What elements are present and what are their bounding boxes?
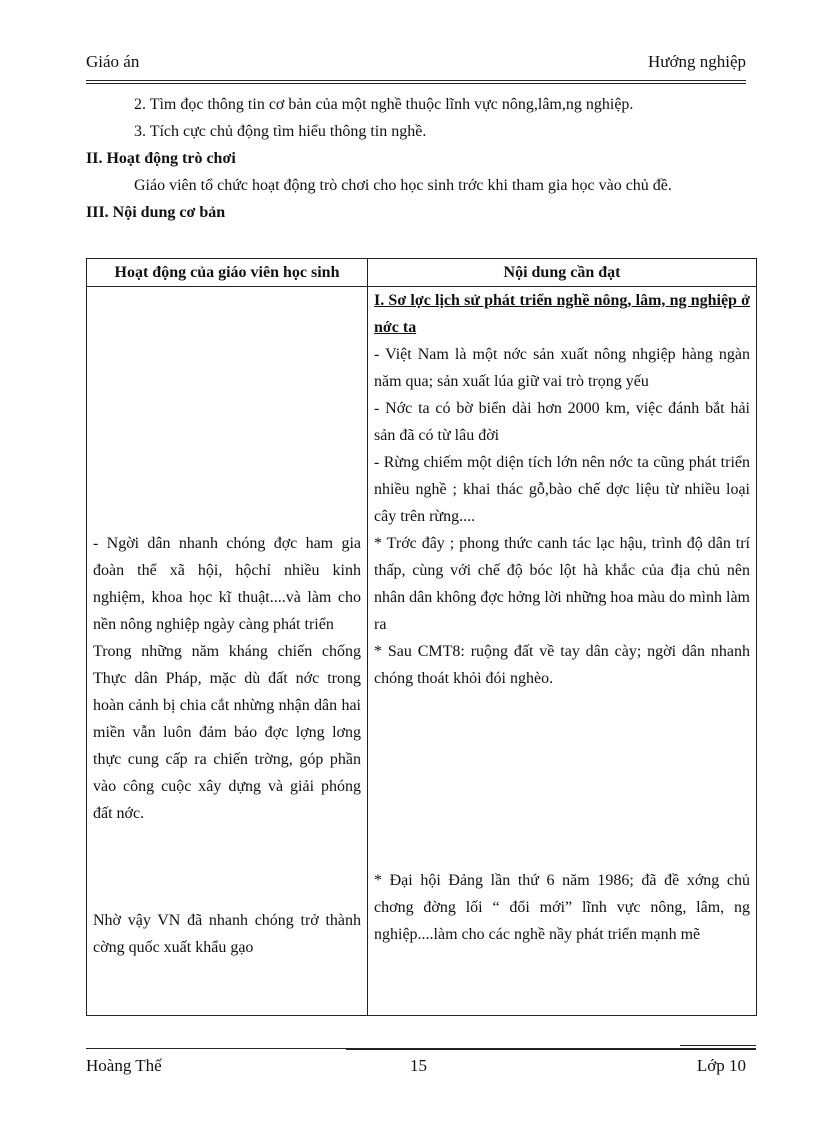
- footer-rule-left: [86, 1048, 346, 1049]
- right-para-6: * Đại hội Đảng lần thứ 6 năm 1986; đã đề xớng chủ chơng đờng lối “ đổi mới” lĩnh vực nông, lâm, ng nghiệp....làm cho các nghề nầy phát triển mạnh mẽ: [374, 872, 750, 943]
- right-heading: I. Sơ lợc lịch sử phát triển nghề nông, lâm, ng nghiệp ở nớc ta: [374, 292, 750, 336]
- right-para-2: - Nớc ta có bờ biển dài hơn 2000 km, việc đánh bắt hải sản đã có từ lâu đời: [374, 400, 750, 444]
- right-para-1: - Việt Nam là một nớc sản xuất nông nhgiệp hàng ngàn năm qua; sản xuất lúa giữ vai trò trọng yếu: [374, 346, 750, 390]
- footer-class: Lớp 10: [696, 1056, 746, 1075]
- right-para-3: - Rừng chiếm một diện tích lớn nên nớc ta cũng phát triển nhiều nghề ; khai thác gỗ,bào chế dợc liệu từ nhiều loại cây trên rừng....: [374, 454, 750, 525]
- footer-rule-accent: [680, 1045, 756, 1046]
- left-para-1: - Ngời dân nhanh chóng đợc ham gia đoàn thể xã hội, hộchỉ nhiều kinh nghiệm, khoa học kĩ thuật....và làm cho nền nông nghiệp ngày càng phát triển: [93, 535, 361, 633]
- right-para-4: * Trớc đây ; phong thức canh tác lạc hậu, trình độ dân trí thấp, cùng với chế độ bóc lột hà khắc của địa chủ nên nhân dân không đợc hởng lời những hoa màu do mình làm ra: [374, 535, 750, 633]
- intro-item-3: 3. Tích cực chủ động tìm hiểu thông tin nghề.: [134, 123, 427, 140]
- intro-item-2: 2. Tìm đọc thông tin cơ bản của một nghề thuộc lĩnh vực nông,lâm,ng nghiệp.: [134, 96, 634, 113]
- table-header-right: Nội dung cần đạt: [368, 259, 757, 287]
- table-header-left: Hoạt động của giáo viên học sinh: [87, 259, 368, 287]
- page-footer: [86, 1056, 746, 1080]
- table-cell-left: [87, 287, 368, 1016]
- content-table: [86, 258, 757, 1016]
- left-para-3: Nhờ vậy VN đã nhanh chóng trở thành cờng quốc xuất khẩu gạo: [93, 912, 361, 956]
- header-left: Giáo án: [86, 52, 140, 71]
- page-header: [86, 52, 746, 76]
- left-para-2: Trong những năm kháng chiến chống Thực dân Pháp, mặc dù đất nớc trong hoàn cảnh bị chia cắt nhừng nhận dân hai miền vẫn luôn đảm bảo đợc lợng lơng thực cung cấp ra chiến trờng, góp phần vào công cuộc xây dựng và giải phóng đất nớc.: [93, 643, 361, 822]
- section-3-title: III. Nội dung cơ bản: [86, 204, 226, 221]
- footer-author: Hoàng Thế: [86, 1056, 162, 1075]
- footer-rule-right: [346, 1048, 756, 1050]
- section-2-title: II. Hoạt động trò chơi: [86, 150, 236, 167]
- intro-block: [86, 91, 746, 226]
- right-para-5: * Sau CMT8: ruộng đất về tay dân cày; ngời dân nhanh chóng thoát khỏi đói nghèo.: [374, 643, 750, 687]
- section-2-text: Giáo viên tổ chức hoạt động trò chơi cho học sinh trớc khi tham gia học vào chủ đề.: [134, 177, 672, 194]
- header-rule-thin: [86, 83, 746, 84]
- table-cell-right: [368, 287, 757, 1016]
- header-right: Hướng nghiệp: [648, 52, 746, 71]
- header-rule: [86, 80, 746, 81]
- page-number: 15: [410, 1056, 427, 1075]
